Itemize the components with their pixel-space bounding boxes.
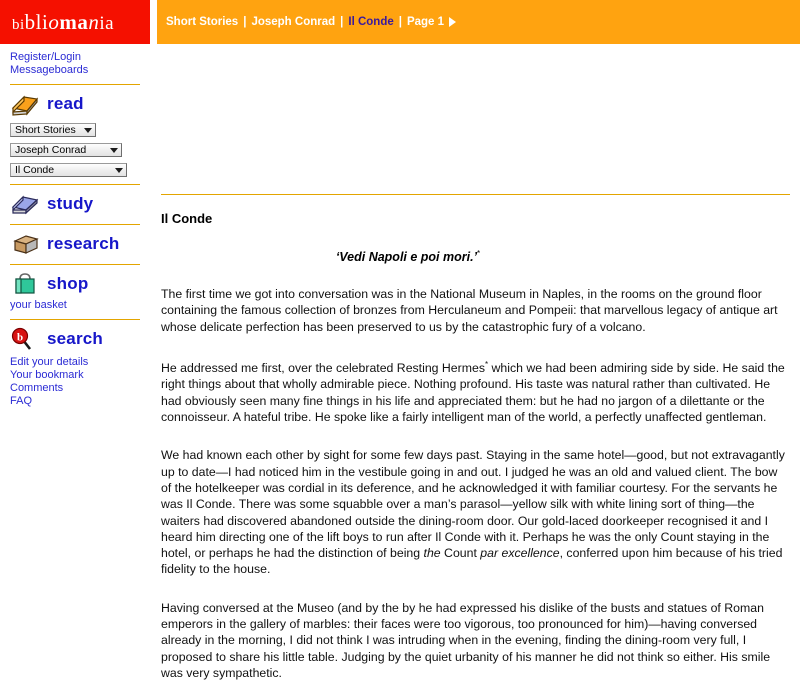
sidebar-divider [10, 184, 140, 185]
sidebar-section-research[interactable] [10, 231, 155, 257]
page-title: Il Conde [161, 211, 213, 226]
paragraph-2: He addressed me first, over the celebrated Resting Hermes* which we had been admiring side by side. He said the right things about that wholly admirable piece. Nothing profound. His taste was natural rather than cultivated. He had obviously seen many fine things in his life and appreciated them: but he had no jargon of a dilettante or the connoisseur. A hateful tribe. He spoke like a fairly intelligent man of the world, a perfectly unaffected gentleman. [161, 360, 785, 425]
logo-part-1: bi [12, 16, 25, 33]
logo-part-5: n [88, 9, 100, 34]
next-page-arrow-icon[interactable] [449, 17, 456, 27]
brown-closed-book-icon [10, 231, 40, 257]
category-select-value: Short Stories [15, 124, 76, 136]
content-top-divider [161, 194, 790, 195]
sidebar-tail-links [10, 356, 155, 408]
sidebar-section-label-research[interactable]: research [47, 234, 120, 253]
site-logo[interactable] [0, 0, 150, 44]
epigraph-footnote-marker: * [477, 249, 481, 258]
sidebar-selects [10, 123, 155, 177]
logo-part-4: ma [59, 9, 89, 34]
orange-open-book-icon [10, 91, 40, 117]
logo-part-2: bli [24, 9, 49, 34]
chevron-down-icon [84, 128, 92, 133]
sidebar-link-messageboards[interactable]: Messageboards [10, 64, 89, 76]
breadcrumb-separator: | [243, 16, 247, 28]
sidebar-link-faq[interactable]: FAQ [10, 395, 33, 407]
site-header [0, 0, 800, 44]
sidebar-section-label-read[interactable]: read [47, 94, 84, 113]
title-select[interactable] [10, 163, 127, 177]
breadcrumb-nav [157, 0, 800, 44]
green-shopping-bag-icon [10, 271, 40, 297]
chevron-down-icon [110, 148, 118, 153]
breadcrumb-joseph-conrad[interactable]: Joseph Conrad [251, 16, 336, 28]
category-select[interactable] [10, 123, 96, 137]
sidebar-link-your-basket[interactable]: your basket [10, 299, 67, 311]
epigraph [161, 249, 790, 264]
main-content [155, 44, 800, 680]
breadcrumb-short-stories[interactable]: Short Stories [166, 16, 239, 28]
epigraph-text: ‘Vedi Napoli e poi mori.’ [335, 250, 478, 265]
sidebar-link-comments[interactable]: Comments [10, 382, 64, 394]
sidebar-divider [10, 264, 140, 265]
title-select-value: Il Conde [15, 164, 55, 176]
sidebar-divider [10, 84, 140, 85]
author-select[interactable] [10, 143, 122, 157]
sidebar-link-your-bookmark[interactable]: Your bookmark [10, 369, 84, 381]
sidebar-section-label-search[interactable]: search [47, 329, 104, 348]
sidebar-section-read[interactable] [10, 91, 155, 117]
paragraph-4: Having conversed at the Museo (and by the by he had expressed his dislike of the busts and statues of Roman emperors in the gallery of marbles: their faces were too vigorous, too pronounced for him)—having conversed already in the morning, I did not think I was intruding when in the evening, finding the dining-room very full, I proposed to share his little table. Judging by the quiet urbanity of his manner he did not think so either. His smile was very sympathetic. [161, 600, 771, 680]
sidebar-section-shop[interactable] [10, 271, 155, 297]
breadcrumb-separator: | [398, 16, 402, 28]
paragraph-1: The first time we got into conversation was in the National Museum in Naples, in the rooms on the ground floor containing the famous collection of bronzes from Herculaneum and Pompeii: that marvellous legacy of antique art whose delicate perfection has been preserved to us by the catastrophic fury of a volcano. [161, 287, 778, 334]
sidebar-section-label-shop[interactable]: shop [47, 274, 89, 293]
sidebar-section-search[interactable] [10, 326, 155, 352]
sidebar-section-label-study[interactable]: study [47, 194, 94, 213]
sidebar-link-edit-your-details[interactable]: Edit your details [10, 356, 89, 368]
sidebar-section-study[interactable] [10, 191, 155, 217]
header-gap [150, 0, 157, 44]
red-magnifier-icon [10, 326, 40, 352]
sidebar-link-register-login[interactable]: Register/Login [10, 51, 81, 63]
logo-wordmark [12, 10, 114, 35]
breadcrumb-page-1[interactable]: Page 1 [406, 16, 445, 28]
sidebar [0, 44, 155, 600]
paragraph-3: We had known each other by sight for some few days past. Staying in the same hotel—good, but not extravagantly up to date—I had noticed him in the vestibule going in and out. I judged he was an old and valued client. The bow of the hotelkeeper was cordial in its deference, and he acknowledged it with familiar courtesy. For the servants he was Il Conde. There was some squabble over a man’s parasol—yellow silk with white lining sort of thing—the waiters had discovered abandoned outside the dining-room door. Our gold-laced doorkeeper recognised it and I heard him directing one of the lift boys to run after Il Conde with it. Perhaps he was the only Count staying in the hotel, or perhaps he had the distinction of being the Count par excellence, conferred upon him because of his tried fidelity to the house. [161, 448, 785, 577]
logo-part-6: ia [99, 12, 115, 34]
svg-text:b: b [16, 331, 24, 344]
blue-open-book-icon [10, 191, 40, 217]
sidebar-divider [10, 224, 140, 225]
author-select-value: Joseph Conrad [15, 144, 87, 156]
chevron-down-icon [115, 168, 123, 173]
logo-part-3: o [48, 9, 60, 34]
breadcrumb-il-conde[interactable]: Il Conde [348, 16, 394, 28]
breadcrumb-separator: | [340, 16, 344, 28]
sidebar-divider [10, 319, 140, 320]
page-body [0, 44, 800, 680]
